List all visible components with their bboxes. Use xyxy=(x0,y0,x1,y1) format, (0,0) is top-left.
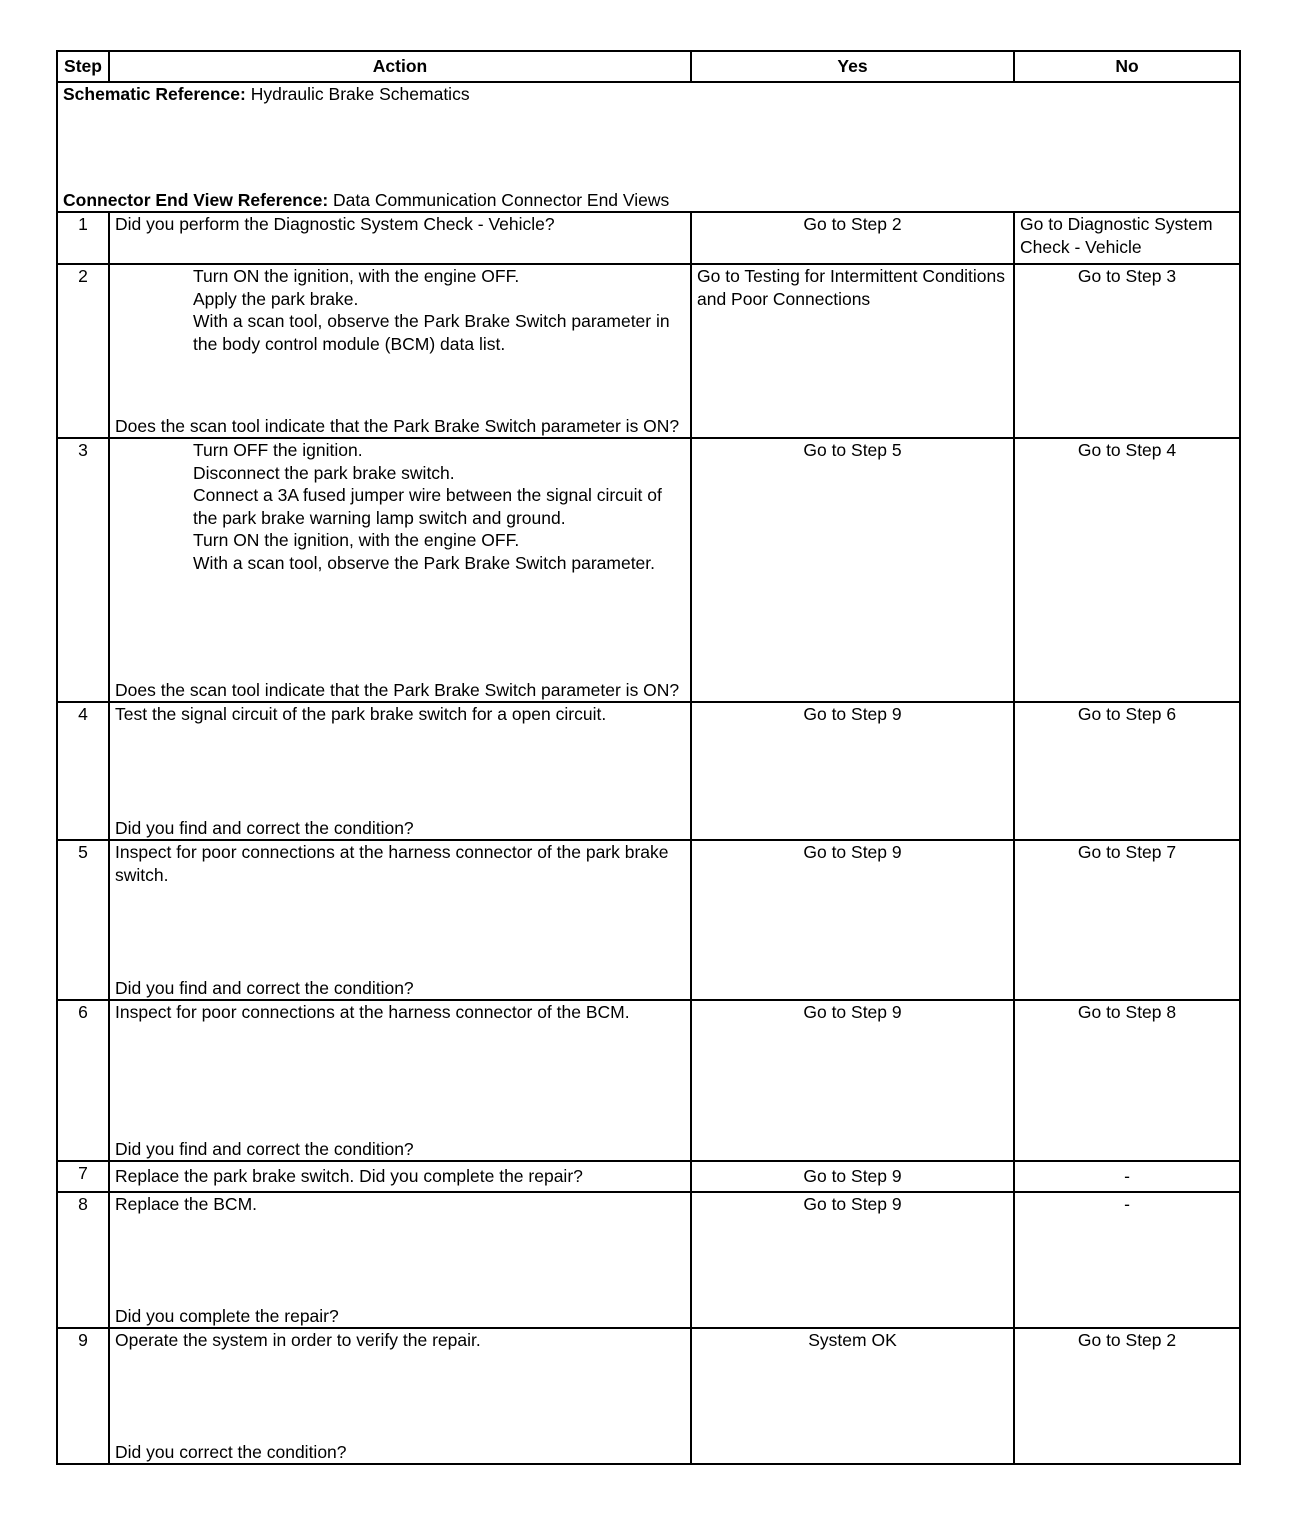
step-no: Go to Diagnostic System Check - Vehicle xyxy=(1014,212,1240,264)
table-row xyxy=(57,702,1240,840)
header-row xyxy=(57,51,1240,82)
step-question: Did you complete the repair? xyxy=(115,1305,339,1326)
step-question: Does the scan tool indicate that the Park Brake Switch parameter is ON? xyxy=(115,679,680,700)
step-yes: Go to Step 9 xyxy=(691,702,1014,840)
step-no: Go to Step 2 xyxy=(1014,1328,1240,1464)
step-number: 6 xyxy=(57,1000,109,1161)
step-yes: System OK xyxy=(691,1328,1014,1464)
header-step: Step xyxy=(57,51,109,82)
substep: Apply the park brake. xyxy=(193,288,359,309)
header-yes: Yes xyxy=(691,51,1014,82)
step-number: 9 xyxy=(57,1328,109,1464)
step-no: - xyxy=(1014,1161,1240,1192)
step-number: 3 xyxy=(57,438,109,702)
step-action xyxy=(109,1328,691,1464)
step-number: 2 xyxy=(57,264,109,438)
table-row xyxy=(57,438,1240,702)
step-yes: Go to Step 9 xyxy=(691,1192,1014,1328)
step-question: Replace the park brake switch. Did you complete the repair? xyxy=(115,1166,583,1187)
connector-reference-value: Data Communication Connector End Views xyxy=(328,189,670,210)
table-row xyxy=(57,1000,1240,1161)
reference-row xyxy=(57,82,1240,212)
substep-list xyxy=(115,265,685,355)
header-no: No xyxy=(1014,51,1240,82)
step-question: Did you find and correct the condition? xyxy=(115,817,414,838)
step-yes: Go to Step 9 xyxy=(691,1161,1014,1192)
step-no: Go to Step 8 xyxy=(1014,1000,1240,1161)
step-question: Did you find and correct the condition? xyxy=(115,1138,414,1159)
step-no: Go to Step 7 xyxy=(1014,840,1240,1000)
step-no: Go to Step 6 xyxy=(1014,702,1240,840)
step-instruction: Inspect for poor connections at the harness connector of the park brake switch. xyxy=(115,842,669,885)
step-instruction: Operate the system in order to verify the repair. xyxy=(115,1330,481,1350)
step-action xyxy=(109,1192,691,1328)
schematic-reference-label: Schematic Reference: xyxy=(63,84,246,104)
step-question: Did you find and correct the condition? xyxy=(115,977,414,998)
header-action: Action xyxy=(109,51,691,82)
step-action xyxy=(109,264,691,438)
step-yes: Go to Step 9 xyxy=(691,840,1014,1000)
step-action xyxy=(109,212,691,264)
step-no: - xyxy=(1014,1192,1240,1328)
table-row xyxy=(57,1328,1240,1464)
diagnostic-table xyxy=(56,50,1241,1465)
schematic-reference-value: Hydraulic Brake Schematics xyxy=(245,84,470,104)
step-yes: Go to Testing for Intermittent Conditions and Poor Connections xyxy=(691,264,1014,438)
step-yes: Go to Step 2 xyxy=(691,212,1014,264)
step-question: Does the scan tool indicate that the Park Brake Switch parameter is ON? xyxy=(115,415,680,436)
substep: Turn ON the ignition, with the engine OFF. xyxy=(193,530,520,550)
connector-reference xyxy=(63,189,1234,212)
table-row xyxy=(57,264,1240,438)
step-number: 4 xyxy=(57,702,109,840)
step-yes: Go to Step 9 xyxy=(691,1000,1014,1161)
table-row xyxy=(57,212,1240,264)
table-row xyxy=(57,840,1240,1000)
step-question: Did you correct the condition? xyxy=(115,1441,347,1462)
step-yes: Go to Step 5 xyxy=(691,438,1014,702)
schematic-reference xyxy=(63,83,1234,106)
reference-cell xyxy=(57,82,1240,212)
table-row xyxy=(57,1192,1240,1328)
substep: Disconnect the park brake switch. xyxy=(193,462,455,483)
step-number: 8 xyxy=(57,1192,109,1328)
step-number: 5 xyxy=(57,840,109,1000)
step-action xyxy=(109,438,691,702)
step-number: 7 xyxy=(57,1161,109,1192)
substep: Turn ON the ignition, with the engine OFF. xyxy=(193,266,520,286)
substep: With a scan tool, observe the Park Brake Switch parameter in the body control module (BCM) data list. xyxy=(193,311,670,354)
step-action xyxy=(109,1000,691,1161)
step-instruction: Inspect for poor connections at the harness connector of the BCM. xyxy=(115,1002,630,1022)
step-question: Did you perform the Diagnostic System Check - Vehicle? xyxy=(115,214,555,234)
step-number: 1 xyxy=(57,212,109,264)
step-instruction: Replace the BCM. xyxy=(115,1194,258,1214)
step-instruction: Test the signal circuit of the park brake switch for a open circuit. xyxy=(115,704,607,724)
substep: With a scan tool, observe the Park Brake Switch parameter. xyxy=(193,552,656,573)
connector-reference-label: Connector End View Reference: xyxy=(63,189,329,210)
substep-list xyxy=(115,439,685,574)
step-no: Go to Step 4 xyxy=(1014,438,1240,702)
substep: Connect a 3A fused jumper wire between the signal circuit of the park brake warning lamp switch and ground. xyxy=(193,485,662,528)
table-row xyxy=(57,1161,1240,1192)
step-action xyxy=(109,840,691,1000)
step-action xyxy=(109,702,691,840)
step-no: Go to Step 3 xyxy=(1014,264,1240,438)
substep: Turn OFF the ignition. xyxy=(193,440,363,460)
step-action xyxy=(109,1161,691,1192)
